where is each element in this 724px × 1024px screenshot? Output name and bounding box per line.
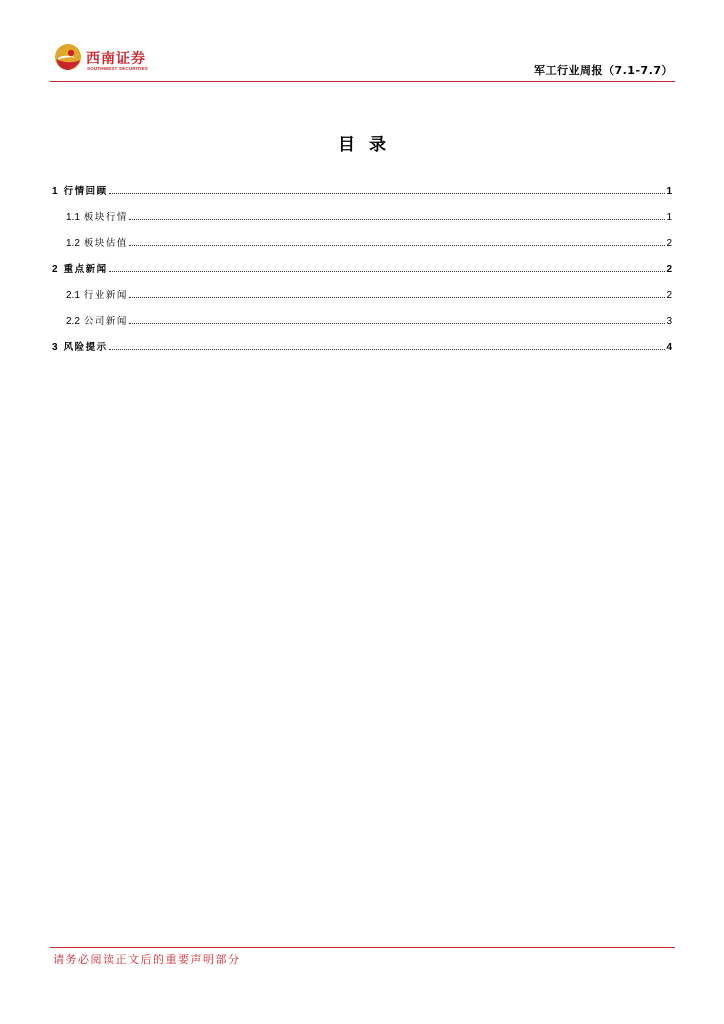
toc-entry[interactable] [52,223,672,249]
toc-entry-number: 2 [52,264,58,275]
footer-divider [50,947,675,948]
toc-entry[interactable] [52,249,672,275]
logo-english-name: SOUTHWEST SECURITIES [87,66,149,71]
toc-entry-page: 4 [666,342,672,353]
toc-dot-leader [129,218,666,220]
toc-dot-leader [109,270,666,272]
toc-entry-label: 行情回顾 [63,186,108,197]
toc-title: 目录 [338,135,400,155]
toc-entry[interactable] [52,171,672,197]
toc-dot-leader [129,244,666,246]
company-logo [54,43,204,75]
toc-entry-label: 板块估值 [83,238,128,249]
toc-entry-page: 2 [666,238,672,249]
toc-entry-number: 2.2 [66,316,80,327]
toc-entry-page: 1 [666,186,672,197]
toc-entry-number: 1.2 [66,238,80,249]
header-divider [50,81,675,82]
page-header [50,40,675,82]
report-title: 军工行业周报（7.1-7.7） [533,64,673,77]
toc-entry-label: 重点新闻 [63,264,108,275]
toc-dot-leader [129,322,666,324]
toc-entry-page: 1 [666,212,672,223]
toc-entry-label: 公司新闻 [83,316,128,327]
toc-entry[interactable] [52,197,672,223]
toc-entry-number: 2.1 [66,290,80,301]
toc-entry-number: 3 [52,342,58,353]
logo-chinese-name: 西南证券 [86,51,146,67]
toc-dot-leader [129,296,666,298]
toc-dot-leader [109,348,666,350]
toc-entry-number: 1.1 [66,212,80,223]
toc-entry[interactable] [52,327,672,353]
table-of-contents [52,171,672,353]
toc-entry[interactable] [52,275,672,301]
toc-dot-leader [109,192,666,194]
toc-entry-label: 行业新闻 [83,290,128,301]
toc-entry-page: 2 [666,290,672,301]
southwest-securities-logo-icon [54,43,82,71]
toc-entry-page: 3 [666,316,672,327]
toc-entry-label: 板块行情 [83,212,128,223]
toc-entry-label: 风险提示 [63,342,108,353]
toc-entry[interactable] [52,301,672,327]
toc-entry-number: 1 [52,186,58,197]
toc-entry-page: 2 [666,264,672,275]
footer-disclaimer-note: 请务必阅读正文后的重要声明部分 [53,953,241,966]
